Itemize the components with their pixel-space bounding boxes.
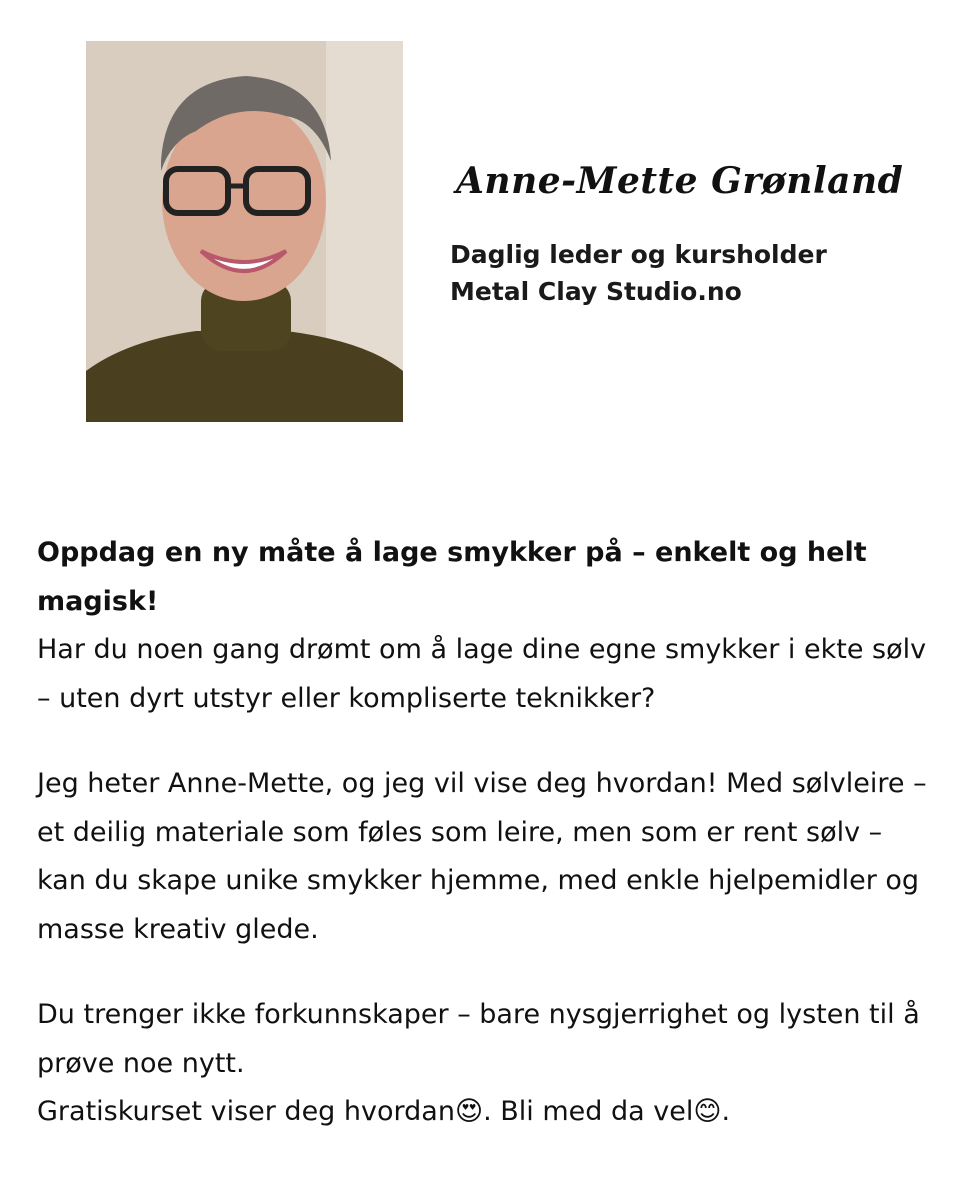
portrait-photo-icon <box>86 41 403 422</box>
paragraph-requirements: Du trenger ikke forkunnskaper – bare nysgjerrighet og lysten til å prøve noe nytt. <box>37 999 920 1079</box>
article-body <box>37 529 937 1174</box>
smile-emoji-icon: 😊 <box>693 1096 722 1127</box>
profile-photo <box>86 41 403 422</box>
paragraph-cta <box>37 1088 937 1137</box>
profile-company: Metal Clay Studio.no <box>450 277 742 306</box>
profile-role-title: Daglig leder og kursholder <box>450 240 827 269</box>
profile-name: Anne-Mette Grønland <box>456 160 904 202</box>
profile-role <box>450 236 827 310</box>
cta-text: Gratiskurset viser deg hvordan <box>37 1096 455 1127</box>
paragraph-intro: Har du noen gang drømt om å lage dine egne smykker i ekte sølv – uten dyrt utstyr eller kompliserte teknikker? <box>37 634 927 714</box>
heart-eyes-emoji-icon: 😍 <box>454 1096 484 1127</box>
cta-text-2: . Bli med da vel <box>483 1096 694 1127</box>
cta-period: . <box>721 1096 731 1127</box>
article-heading: Oppdag en ny måte å lage smykker på – enkelt og helt magisk! <box>37 537 867 617</box>
paragraph-about: Jeg heter Anne-Mette, og jeg vil vise deg hvordan! Med sølvleire – et deilig materiale som føles som leire, men som er rent sølv – kan du skape unike smykker hjemme, med enkle hjelpemidler og masse kreativ glede. <box>37 768 927 945</box>
